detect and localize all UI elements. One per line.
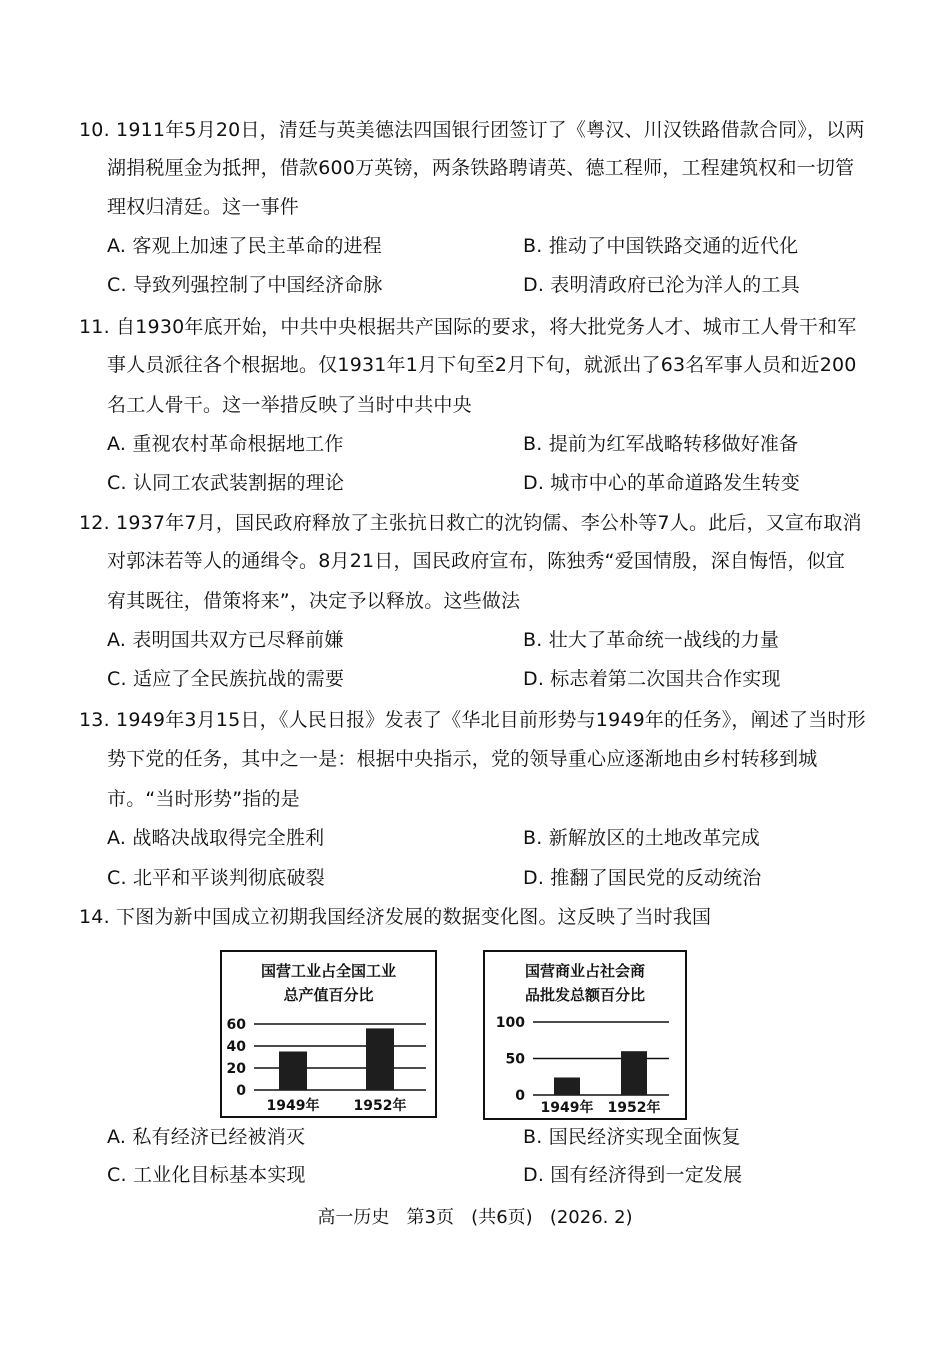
question-13-stem-line-2: 势下党的任务，其中之一是：根据中央指示，党的领导重心应逐渐地由乡村转移到城 bbox=[107, 748, 818, 770]
chart-2-title-line-1: 国营商业占社会商 bbox=[524, 962, 645, 980]
question-14-option-d[interactable]: D. 国有经济得到一定发展 bbox=[523, 1164, 743, 1186]
chart-2-bar bbox=[554, 1077, 580, 1095]
question-13-stem-line-3: 市。“当时形势”指的是 bbox=[107, 788, 300, 810]
question-14-option-b[interactable]: B. 国民经济实现全面恢复 bbox=[523, 1126, 741, 1148]
question-12-stem-line-1: 12. 1937年7月，国民政府释放了主张抗日救亡的沈钧儒、李公朴等7人。此后，又宣布取消 bbox=[79, 512, 862, 534]
question-12-option-d[interactable]: D. 标志着第二次国共合作实现 bbox=[523, 668, 781, 690]
chart-1-plot bbox=[222, 952, 435, 1116]
question-10-option-a[interactable]: A. 客观上加速了民主革命的进程 bbox=[107, 235, 382, 257]
chart-1-bar bbox=[366, 1028, 394, 1090]
question-12-stem-line-2: 对郭沫若等人的通缉令。8月21日，国民政府宣布，陈独秀“爱国情殷，深自悔悟，似宜 bbox=[107, 550, 846, 572]
question-11-option-b[interactable]: B. 提前为红军战略转移做好准备 bbox=[523, 433, 799, 455]
chart-2-ytick-label: 0 bbox=[515, 1088, 525, 1104]
question-13-option-b[interactable]: B. 新解放区的土地改革完成 bbox=[523, 827, 760, 849]
question-14-option-a[interactable]: A. 私有经济已经被消灭 bbox=[107, 1126, 306, 1148]
question-10-option-b[interactable]: B. 推动了中国铁路交通的近代化 bbox=[523, 235, 799, 257]
question-11-option-d[interactable]: D. 城市中心的革命道路发生转变 bbox=[523, 472, 800, 494]
question-11-stem-line-3: 名工人骨干。这一举措反映了当时中共中央 bbox=[107, 394, 472, 416]
question-10-stem-line-2: 湖捐税厘金为抵押，借款600万英镑，两条铁路聘请英、德工程师，工程建筑权和一切管 bbox=[107, 157, 855, 179]
chart-1-ytick-label: 60 bbox=[226, 1017, 246, 1033]
question-13-option-a[interactable]: A. 战略决战取得完全胜利 bbox=[107, 827, 325, 849]
question-12-option-a[interactable]: A. 表明国共双方已尽释前嫌 bbox=[107, 629, 344, 651]
question-13-option-d[interactable]: D. 推翻了国民党的反动统治 bbox=[523, 867, 762, 889]
question-10-stem-line-3: 理权归清廷。这一事件 bbox=[107, 196, 300, 218]
page-footer: 高一历史 第3页 (共6页) (2026. 2) bbox=[317, 1207, 633, 1228]
chart-2-plot bbox=[485, 952, 685, 1118]
question-13-option-c[interactable]: C. 北平和平谈判彻底破裂 bbox=[107, 867, 325, 889]
chart-2-category-label: 1952年 bbox=[607, 1100, 661, 1116]
question-11-option-c[interactable]: C. 认同工农武装割据的理论 bbox=[107, 472, 345, 494]
question-11-stem-line-2: 事人员派往各个根据地。仅1931年1月下旬至2月下旬，就派出了63名军事人员和近200 bbox=[107, 354, 857, 376]
question-10-option-d[interactable]: D. 表明清政府已沦为洋人的工具 bbox=[523, 274, 800, 296]
chart-2-category-label: 1949年 bbox=[540, 1100, 594, 1116]
question-12-option-c[interactable]: C. 适应了全民族抗战的需要 bbox=[107, 668, 345, 690]
chart-1-bar bbox=[279, 1052, 307, 1091]
question-12-option-b[interactable]: B. 壮大了革命统一战线的力量 bbox=[523, 629, 780, 651]
chart-2-ytick-label: 50 bbox=[505, 1051, 525, 1068]
chart-2-bar bbox=[621, 1051, 647, 1095]
question-13-stem-line-1: 13. 1949年3月15日，《人民日报》发表了《华北目前形势与1949年的任务》，阐述了当时形 bbox=[79, 709, 866, 731]
question-10-stem-line-1: 10. 1911年5月20日，清廷与英美德法四国银行团签订了《粤汉、川汉铁路借款合同》，以两 bbox=[79, 119, 865, 141]
chart-2-ytick-label: 100 bbox=[495, 1015, 525, 1031]
question-14-option-c[interactable]: C. 工业化目标基本实现 bbox=[107, 1164, 306, 1186]
question-12-stem-line-3: 宥其既往，借策将来”，决定予以释放。这些做法 bbox=[107, 590, 521, 612]
chart-1-ytick-label: 0 bbox=[236, 1083, 246, 1099]
chart-1-ytick-label: 20 bbox=[226, 1061, 246, 1077]
chart-1-title-line-1: 国营工业占全国工业 bbox=[260, 962, 396, 980]
question-14-stem-line-1: 14. 下图为新中国成立初期我国经济发展的数据变化图。这反映了当时我国 bbox=[79, 906, 712, 928]
chart-1-ytick-label: 40 bbox=[226, 1039, 246, 1055]
chart-1-category-label: 1952年 bbox=[353, 1098, 407, 1114]
chart-2-title-line-2: 品批发总额百分比 bbox=[524, 986, 645, 1004]
chart-state-commerce bbox=[483, 950, 687, 1120]
chart-state-industry bbox=[220, 950, 437, 1118]
question-11-stem-line-1: 11. 自1930年底开始，中共中央根据共产国际的要求，将大批党务人才、城市工人骨干和军 bbox=[79, 316, 857, 338]
question-10-option-c[interactable]: C. 导致列强控制了中国经济命脉 bbox=[107, 274, 383, 296]
chart-1-category-label: 1949年 bbox=[266, 1098, 320, 1114]
chart-1-title-line-2: 总产值百分比 bbox=[283, 986, 374, 1004]
question-11-option-a[interactable]: A. 重视农村革命根据地工作 bbox=[107, 433, 344, 455]
